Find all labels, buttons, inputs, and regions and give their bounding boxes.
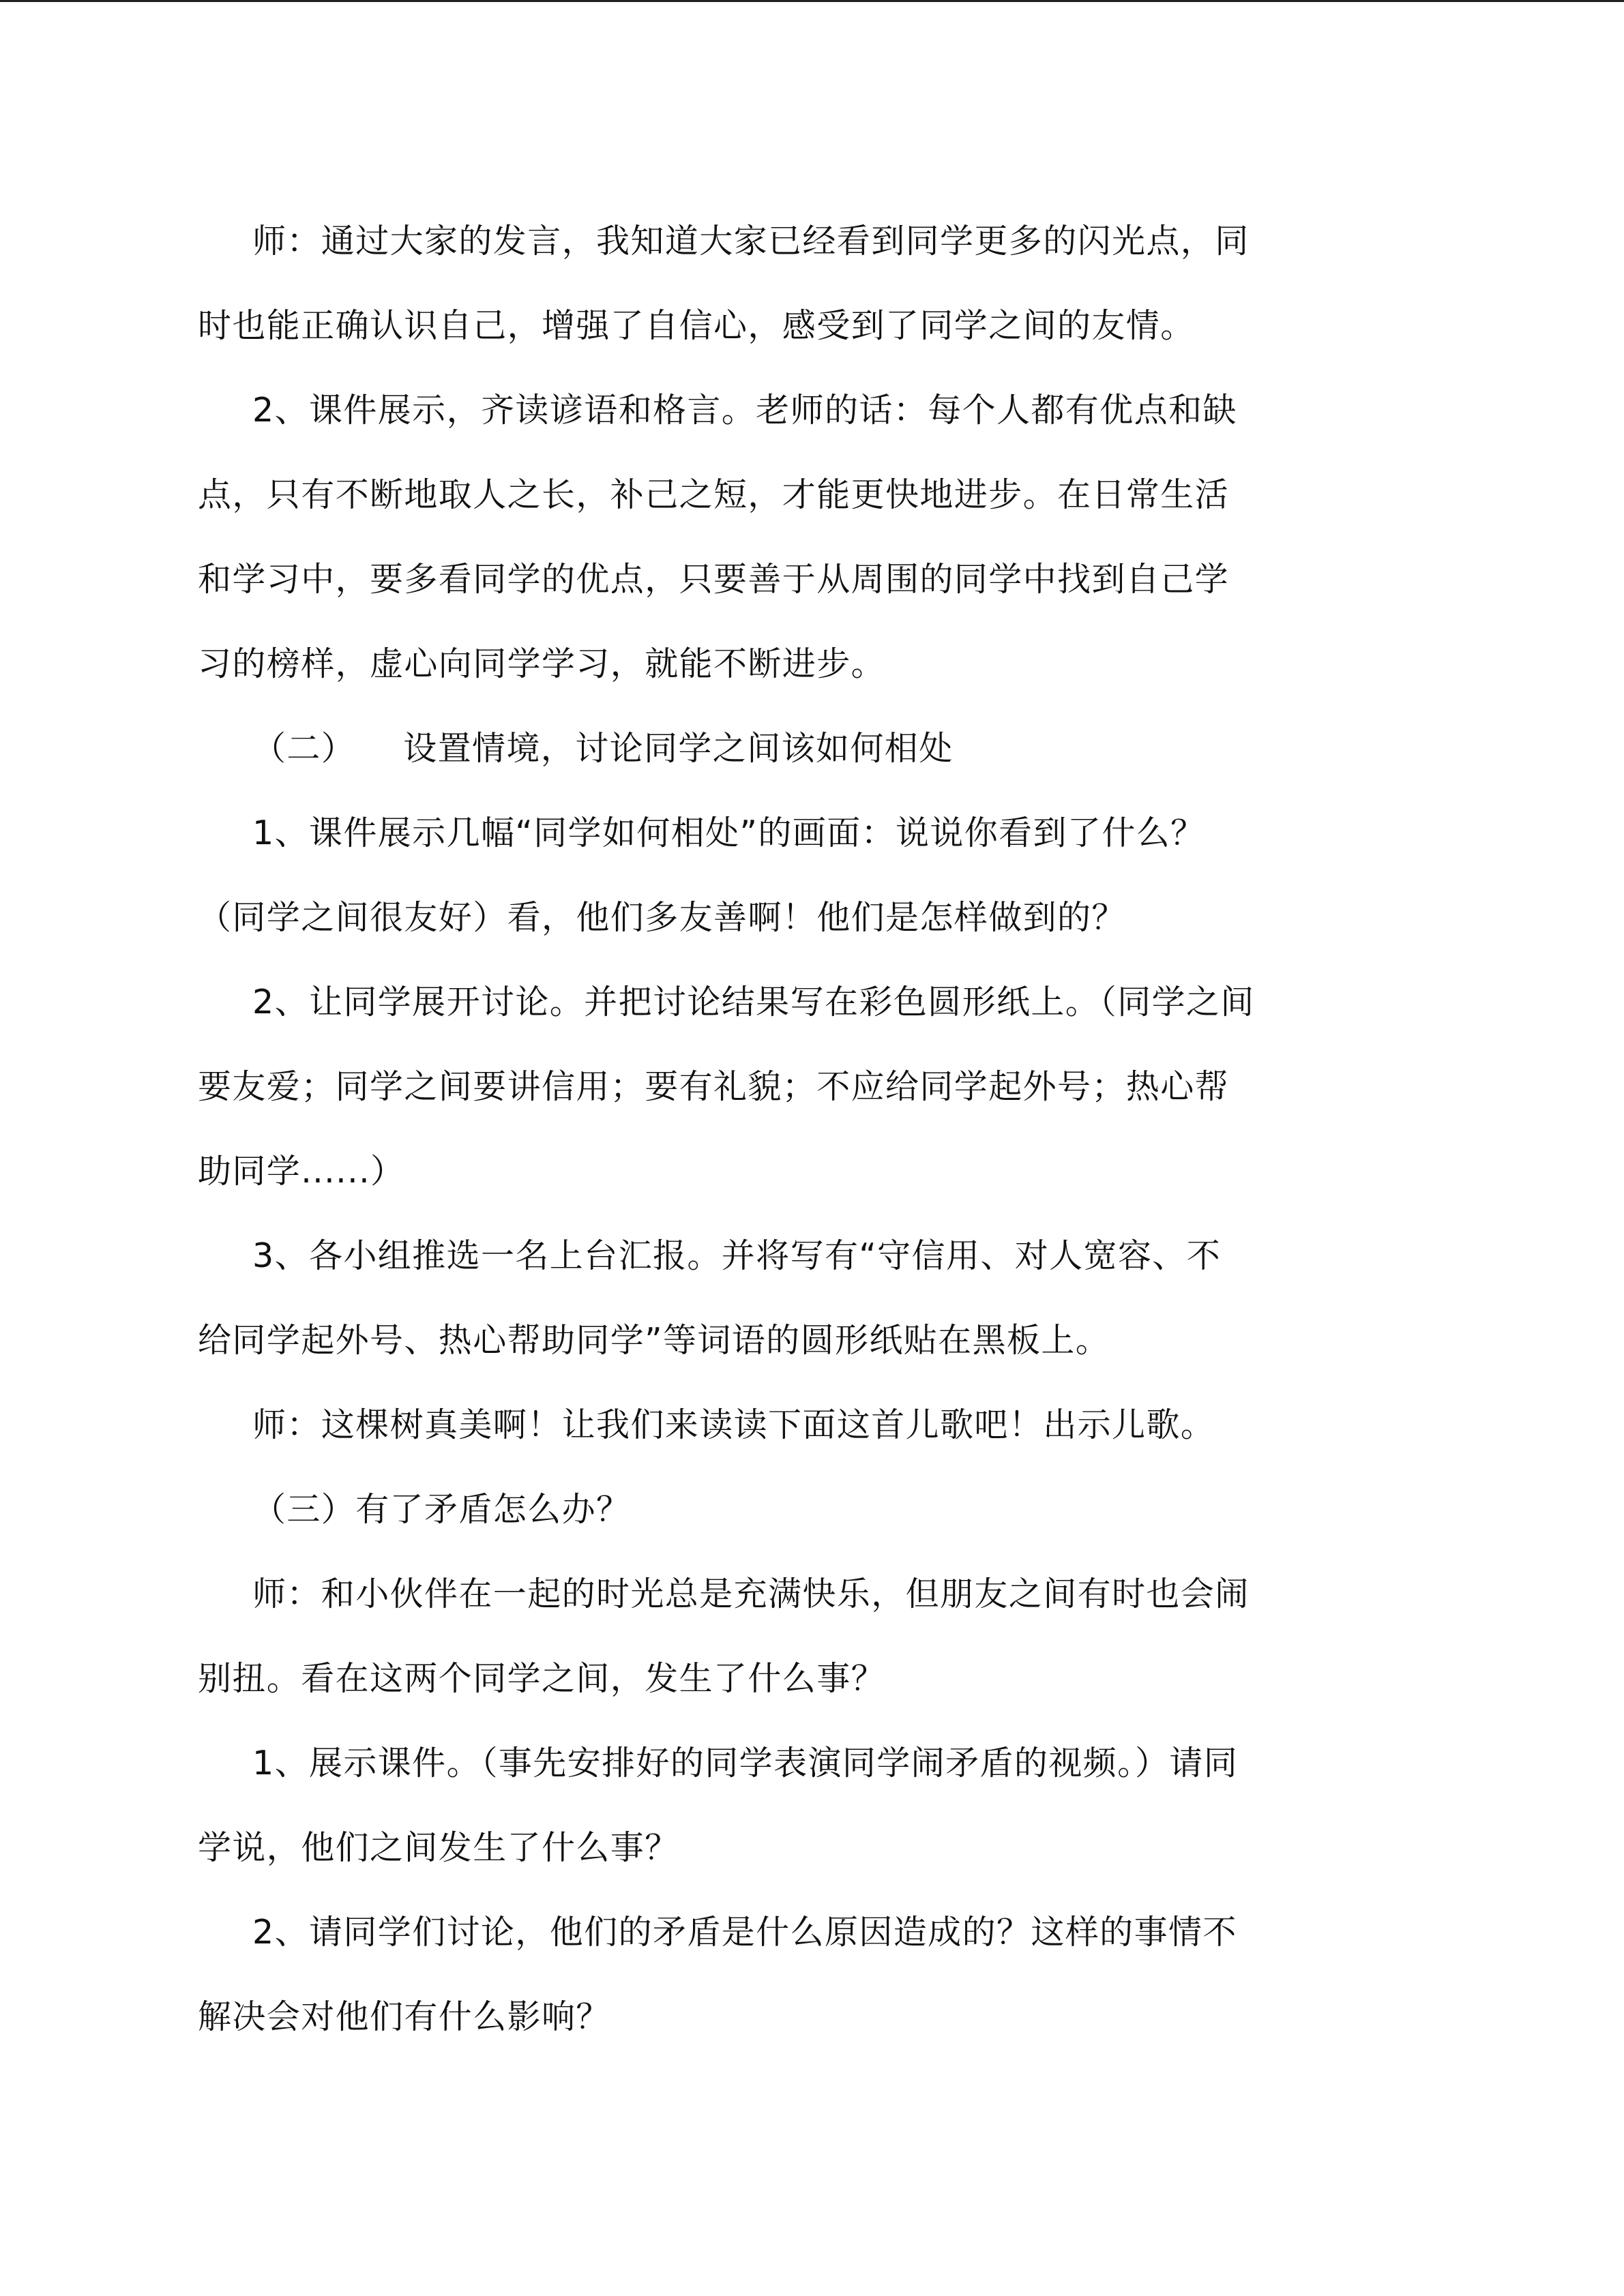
- section-heading: （三）有了矛盾怎么办？: [252, 1490, 631, 1529]
- paragraph-line: 师：这棵树真美啊！让我们来读读下面这首儿歌吧！出示儿歌。: [252, 1405, 1215, 1444]
- paragraph-line: 1、展示课件。（事先安排好的同学表演同学闹矛盾的视频。）请同: [252, 1744, 1239, 1783]
- paragraph-line: 习的榜样，虚心向同学学习，就能不断进步。: [198, 644, 886, 683]
- paragraph-line: 3、各小组推选一名上台汇报。并将写有“守信用、对人宽容、不: [252, 1236, 1222, 1275]
- paragraph-line: 1、课件展示几幅“同学如何相处”的画面：说说你看到了什么？: [252, 814, 1205, 852]
- paragraph-line: 助同学......）: [198, 1152, 405, 1191]
- paragraph-line: 师：和小伙伴在一起的时光总是充满快乐，但朋友之间有时也会闹: [252, 1575, 1250, 1613]
- paragraph-line: 2、让同学展开讨论。并把讨论结果写在彩色圆形纸上。（同学之间: [252, 983, 1255, 1022]
- paragraph-line: 和学习中，要多看同学的优点，只要善于从周围的同学中找到自己学: [198, 560, 1230, 599]
- paragraph-line: 师：通过大家的发言，我知道大家已经看到同学更多的闪光点，同: [252, 222, 1250, 260]
- section-title: 设置情境，讨论同学之间该如何相处: [403, 729, 954, 768]
- document-body: [198, 199, 1371, 2059]
- paragraph-line: 2、请同学们讨论，他们的矛盾是什么原因造成的？这样的事情不: [252, 1913, 1237, 1952]
- paragraph-line: 时也能正确认识自己，增强了自信心，感受到了同学之间的友情。: [198, 306, 1195, 345]
- paragraph-line: 学说，他们之间发生了什么事？: [198, 1828, 679, 1867]
- paragraph-line: 2、课件展示，齐读谚语和格言。老师的话：每个人都有优点和缺: [252, 391, 1237, 430]
- paragraph-line: 要友爱；同学之间要讲信用；要有礼貌；不应给同学起外号；热心帮: [198, 1067, 1230, 1106]
- top-border-line: [0, 0, 1624, 2]
- paragraph-line: 给同学起外号、热心帮助同学”等词语的圆形纸贴在黑板上。: [198, 1321, 1110, 1360]
- paragraph-line: 点，只有不断地取人之长，补己之短，才能更快地进步。在日常生活: [198, 475, 1230, 514]
- paragraph-line: 别扭。看在这两个同学之间，发生了什么事？: [198, 1659, 886, 1698]
- section-heading: [198, 706, 1371, 791]
- section-number: （二）: [252, 729, 356, 768]
- paragraph-line: （同学之间很友好）看，他们多友善啊！他们是怎样做到的？: [198, 898, 1126, 937]
- paragraph-line: 解决会对他们有什么影响？: [198, 1997, 610, 2036]
